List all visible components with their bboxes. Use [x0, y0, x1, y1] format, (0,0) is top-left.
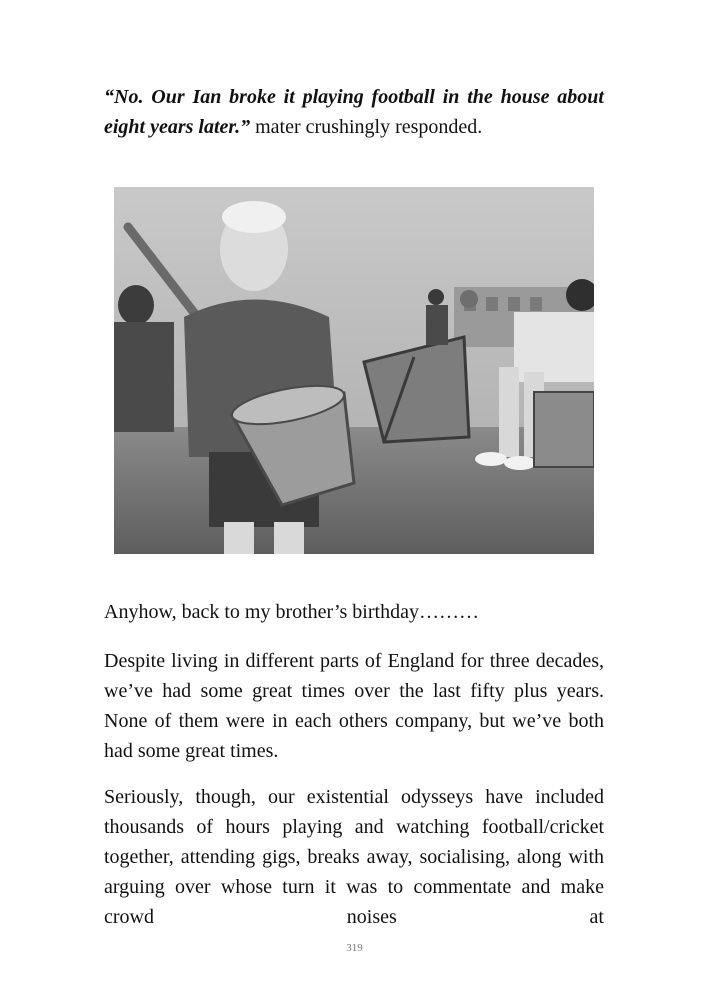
- paragraph-quote: [104, 82, 604, 142]
- quote-continuation: mater crushingly responded.: [250, 116, 483, 138]
- beach-photo-illustration: [114, 187, 594, 554]
- quote-text: “No. Our Ian broke it playing football in the house about eight years later.”: [104, 86, 604, 138]
- beach-photo: [114, 187, 594, 554]
- paragraph-despite: Despite living in different parts of England for three decades, we’ve had some great times over the last fifty plus years. None of them were in each others company, but we’ve both had some great times.: [104, 650, 604, 762]
- page-number: 319: [346, 942, 363, 954]
- paragraph-birthday: Anyhow, back to my brother’s birthday………: [104, 601, 479, 623]
- paragraph-seriously: Seriously, though, our existential odysseys have included thousands of hours playing and watching football/cricket together, attending gigs, breaks away, socialising, along with arguing over whose turn it was to commentate and make crowd noises at: [104, 786, 604, 928]
